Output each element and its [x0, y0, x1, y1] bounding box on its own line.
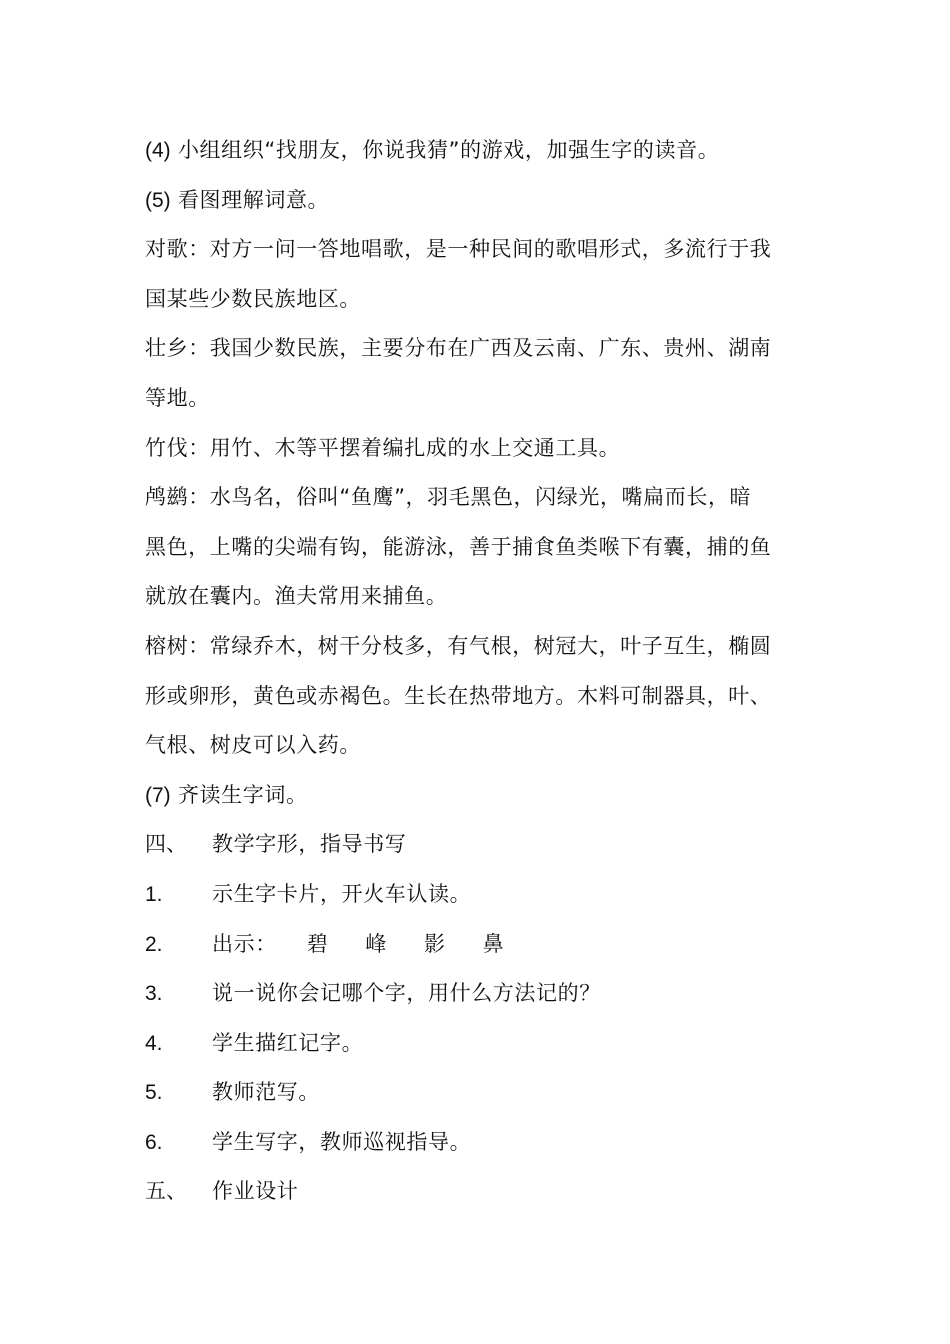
line-text: 齐读生字词。	[170, 782, 308, 807]
paragraph-line	[145, 473, 810, 523]
character: 鼻	[482, 931, 505, 956]
character: 影	[424, 931, 446, 956]
character: 碧	[306, 931, 329, 956]
step-number: 2.	[145, 932, 163, 956]
list-item	[145, 1019, 810, 1069]
step-text: 示生字卡片，开火车认读。	[212, 881, 472, 906]
paragraph-line	[145, 176, 810, 226]
line-text: 气根、树皮可以入药。	[145, 733, 361, 758]
line-text: 对歌：对方一问一答地唱歌，是一种民间的歌唱形式，多流行于我	[145, 237, 772, 262]
paragraph-line	[145, 622, 810, 672]
line-text: 就放在囊内。渔夫常用来捕鱼。	[145, 584, 448, 609]
line-text: 形或卵形，黄色或赤褐色。生长在热带地方。木料可制器具，叶、	[145, 683, 772, 708]
step-text: 学生描红记字。	[212, 1030, 364, 1055]
section-number: 四、	[145, 832, 187, 857]
line-text: 国某些少数民族地区。	[145, 286, 361, 311]
step-number: 4.	[145, 1031, 163, 1055]
step-number: 1.	[145, 882, 163, 906]
character-list	[212, 920, 541, 970]
paragraph-line	[145, 572, 810, 622]
section-heading	[145, 1167, 810, 1217]
line-text: 鸬鹚：水鸟名，俗叫“鱼鹰”，羽毛黑色，闪绿光，嘴扁而长，暗	[145, 485, 752, 510]
line-text: 壮乡：我国少数民族，主要分布在广西及云南、广东、贵州、湖南	[145, 336, 772, 361]
step-text: 学生写字，教师巡视指导。	[212, 1129, 472, 1154]
line-text: 竹伐：用竹、木等平摆着编扎成的水上交通工具。	[145, 435, 621, 460]
step-text: 教师范写。	[212, 1080, 320, 1105]
line-text: 黑色，上嘴的尖端有钩，能游泳，善于捕食鱼类喉下有囊，捕的鱼	[145, 534, 772, 559]
section-title: 作业设计	[212, 1179, 299, 1204]
step-number: 6.	[145, 1130, 163, 1154]
paragraph-line	[145, 324, 810, 374]
paragraph-line	[145, 126, 810, 176]
step-number: 3.	[145, 982, 163, 1006]
section-number: 五、	[145, 1179, 187, 1204]
line-text: 等地。	[145, 385, 210, 410]
list-item	[145, 1118, 810, 1168]
list-item	[145, 1068, 810, 1118]
paragraph-line	[145, 225, 810, 275]
paragraph-line	[145, 771, 810, 821]
paragraph-line	[145, 374, 810, 424]
step-text: 说一说你会记哪个字，用什么方法记的？	[212, 981, 601, 1006]
paragraph-line	[145, 672, 810, 722]
line-text: 榕树：常绿乔木，树干分枝多，有气根，树冠大，叶子互生，椭圆	[145, 633, 772, 658]
step-label: 出示：	[212, 931, 277, 956]
line-text: 小组组织“找朋友，你说我猜”的游戏，加强生字的读音。	[170, 138, 720, 162]
line-text: 看图理解词意。	[170, 187, 330, 212]
section-title: 教学字形，指导书写	[212, 832, 407, 857]
item-number: (7)	[145, 783, 171, 807]
paragraph-line	[145, 275, 810, 325]
document-body	[145, 126, 810, 1217]
list-item	[145, 920, 810, 970]
item-number: (5)	[145, 188, 171, 212]
paragraph-line	[145, 721, 810, 771]
item-number: (4)	[145, 139, 171, 162]
paragraph-line	[145, 424, 810, 474]
list-item	[145, 870, 810, 920]
list-item	[145, 969, 810, 1019]
paragraph-line	[145, 523, 810, 573]
step-number: 5.	[145, 1081, 163, 1105]
character: 峰	[365, 931, 388, 956]
section-heading	[145, 820, 810, 870]
